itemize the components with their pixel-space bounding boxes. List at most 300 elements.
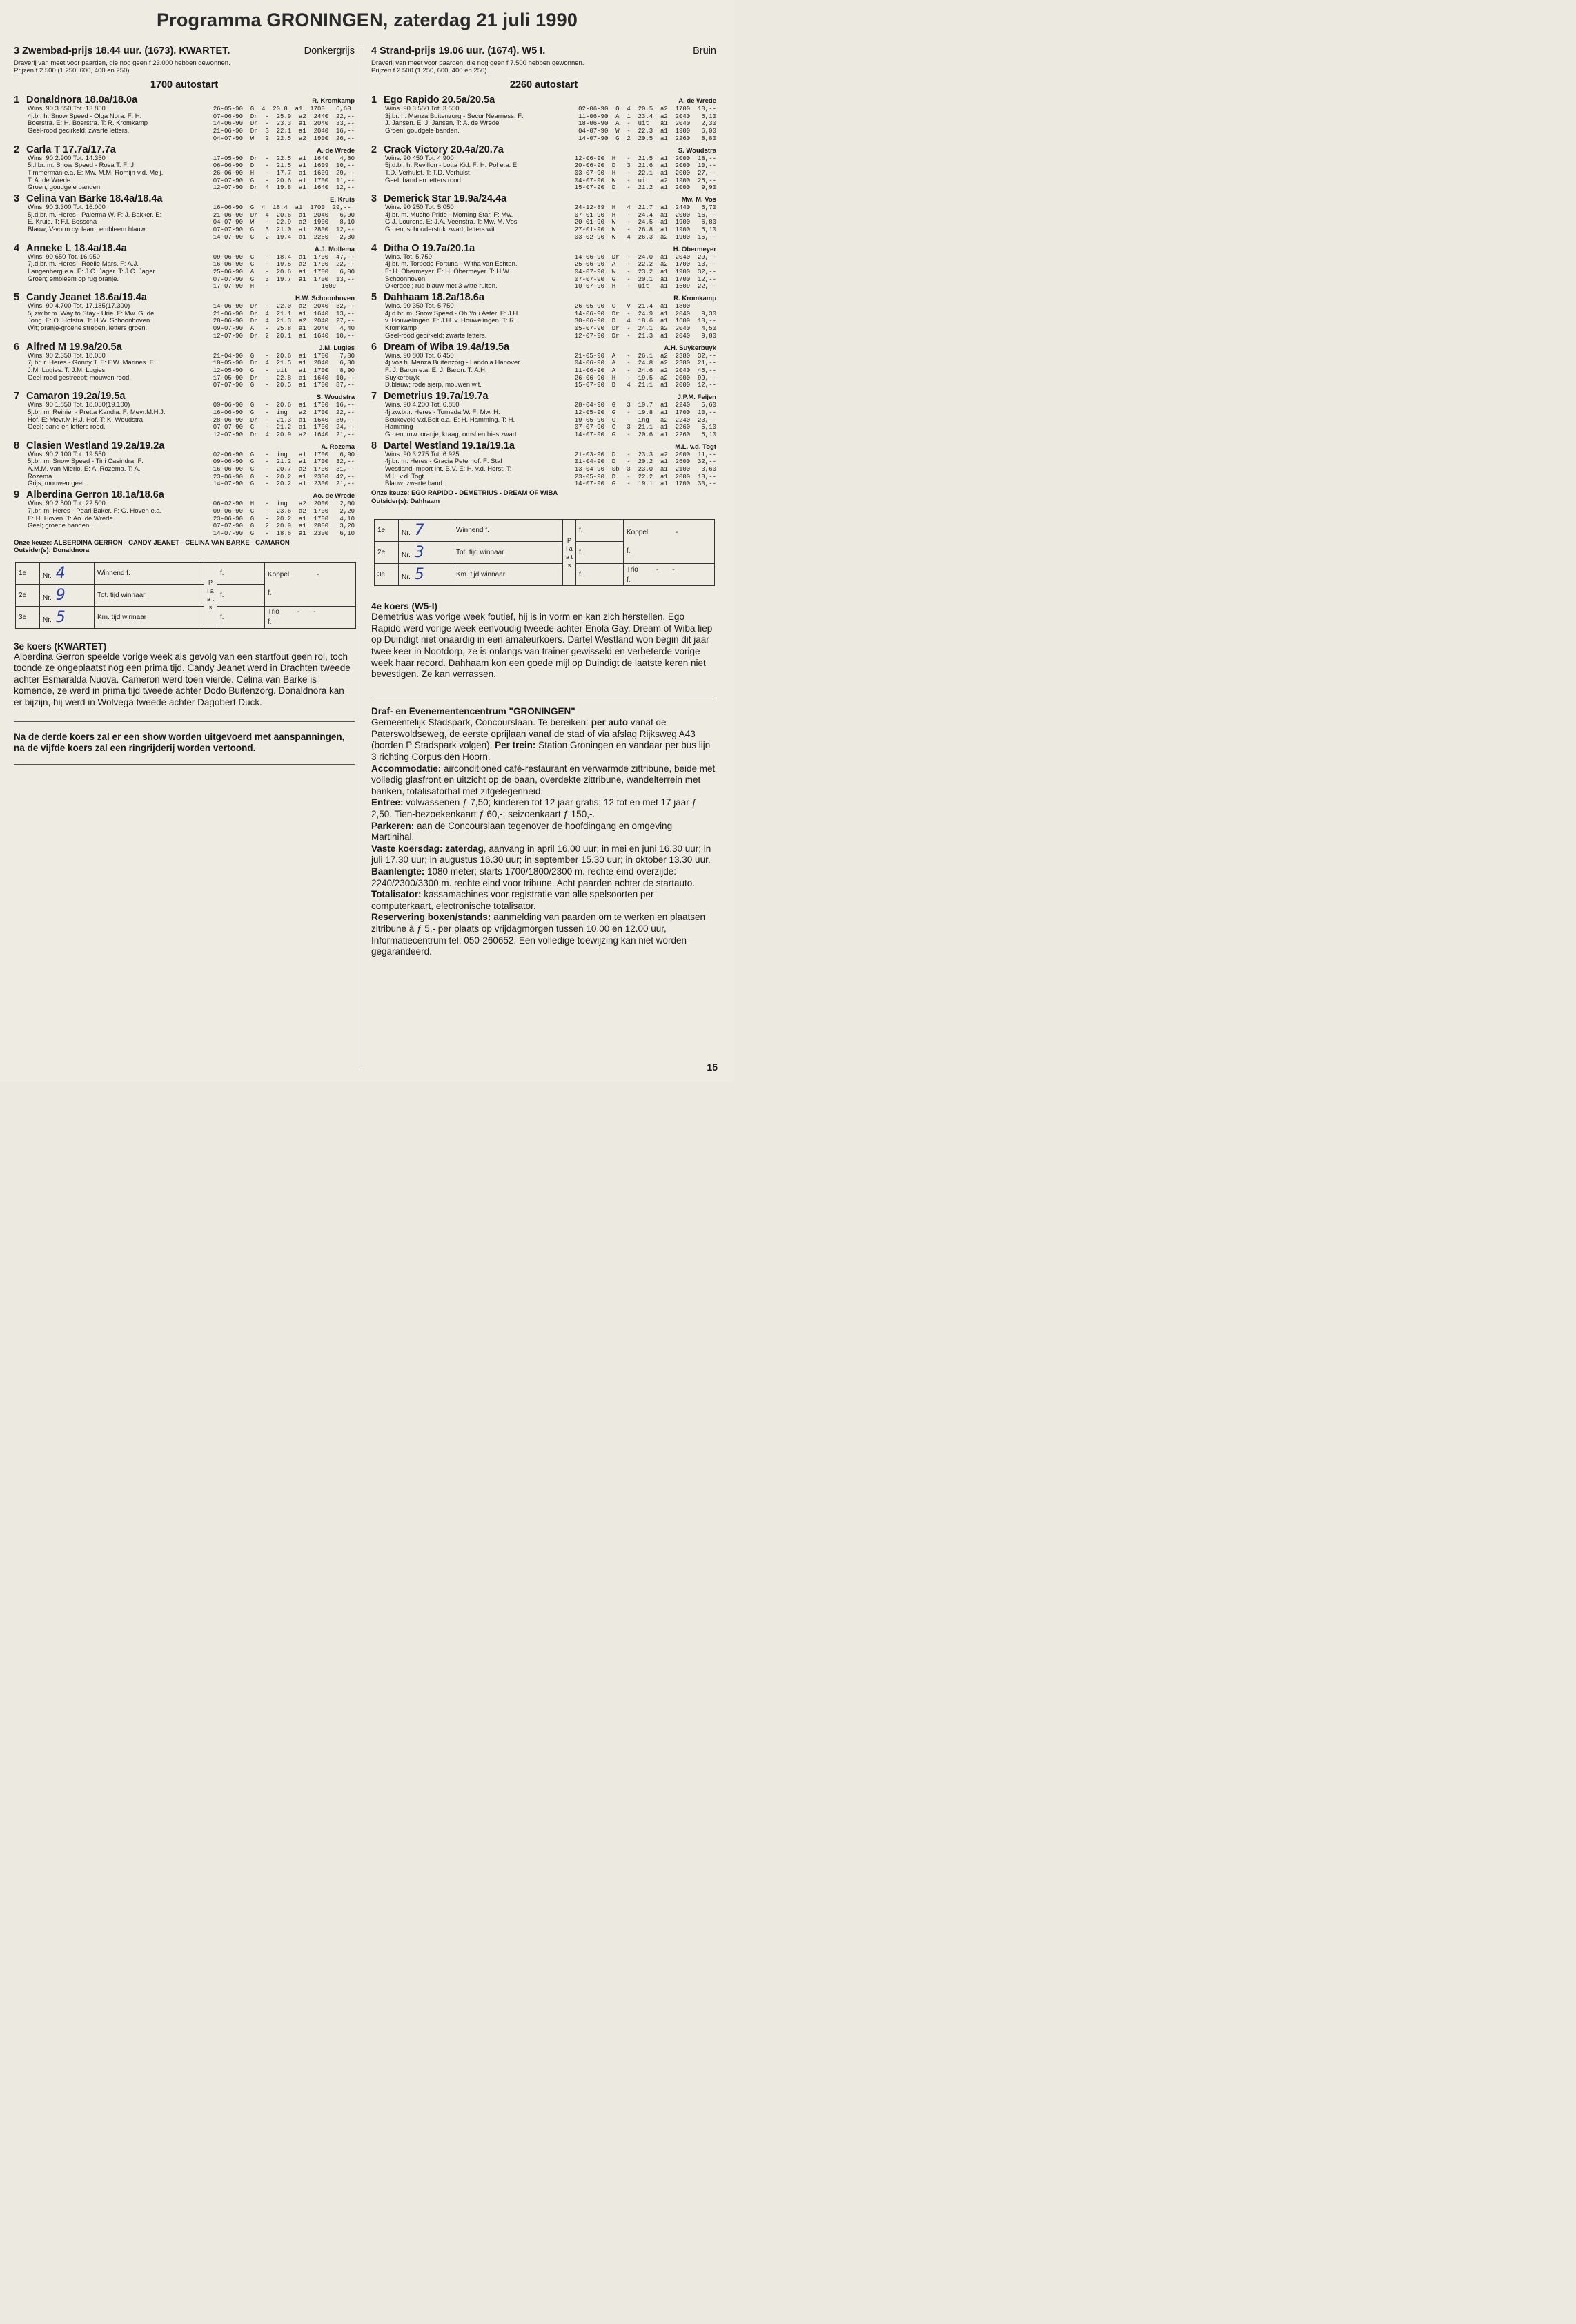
horse-results [575,155,716,193]
handwritten-number: 7 [414,522,424,540]
horse-number: 2 [371,144,377,155]
horse-name-text: Carla T 17.7a/17.7a [26,144,116,155]
horse-name-text: Crack Victory 20.4a/20.7a [384,144,504,155]
horse-entry [14,243,355,291]
horse-result-line: 26-05-90 G V 21.4 a1 1800 [574,303,691,311]
handwritten-number: 9 [55,586,66,604]
horse-number: 3 [14,193,20,205]
horse-result-line: 01-04-90 D - 20.2 a1 2600 32,-- [574,458,716,466]
horse-results [213,155,355,193]
horse-info-line: Geel; groene banden. [28,522,91,530]
horse-info-line: Geel; band en letters rood. [28,423,106,431]
horse-name [371,193,506,204]
horse-result-line: 12-07-90 Dr 4 20.9 a2 1640 21,-- [213,431,355,438]
horse-trainer: M.L. v.d. Togt [675,442,716,451]
horse-name [371,243,475,254]
horse-trainer: R. Kromkamp [312,97,355,105]
race-3-conditions [14,59,355,75]
result-number-cell [399,564,453,586]
horse-trainer: S. Woudstra [316,393,355,402]
horse-result-line: 13-04-90 Sb 3 23.0 a1 2100 3,60 [574,466,716,473]
horse-info-line: 5j.br. m. Reinier - Pretta Kandia. F: Mevr.M.H.J. [28,408,166,416]
horse-info-line: J.M. Lugies. T: J.M. Lugies [28,366,106,374]
race-3-outsider: Outsider(s): Donaldnora [14,547,90,555]
venue-item [371,889,716,912]
horse-info-line: Wins. 90 650 Tot. 16.950 [28,253,100,261]
horse-info-line: 7j.d.br. m. Heres - Roelie Mars. F: A.J. [28,260,139,268]
horse-trainer: R. Kromkamp [673,295,716,303]
koppel-amount: f. [268,589,272,598]
horse-name [371,144,504,155]
horse-number: 5 [14,292,20,304]
horse-result-line: 09-07-90 A - 25.8 a1 2040 4,40 [213,325,355,333]
horse-info-line: Blauw; zwarte band. [385,480,444,488]
horse-result-line: 14-07-90 G 2 19.4 a1 2260 2,30 [213,233,355,241]
venue-lead: Per trein: [495,740,536,751]
horse-info-line: T.D. Verhulst. T: T.D. Verhulst [385,168,470,177]
horse-result-line: 03-02-90 W 4 26.3 a2 1900 15,-- [574,233,716,241]
horse-details [371,402,716,439]
venue-item [371,843,716,866]
race-4-prizes: Prijzen f 2.500 (1.250, 600, 400 en 250). [371,67,489,75]
plaats-amount: f. [217,584,265,606]
horse-result-line: 28-06-90 Dr 4 21.3 a2 2040 27,-- [213,318,355,325]
horse-results [578,106,716,143]
horse-entry [371,144,716,193]
horse-results [213,204,355,242]
venue-title: Draf- en Evenementencentrum "GRONINGEN" [371,705,575,716]
horse-info-line: Wins. Tot. 5.750 [385,253,432,261]
horse-info-line: F: J. Baron e.a. E: J. Baron. T: A.H. [385,366,487,374]
horse-name [14,391,125,402]
plaats-label: P l a a t s [563,520,576,586]
horse-result-line: 09-06-90 G - 21.2 a1 1700 32,-- [213,458,355,466]
result-number-cell [40,606,95,628]
result-position: 2e [375,542,399,564]
horse-number: 3 [371,193,377,205]
venue-item [371,821,716,843]
horse-info [371,303,566,340]
horse-info-line: Jong. E: O. Hofstra. T: H.W. Schoonhoven [28,317,150,325]
result-label: Winnend f. [95,562,204,584]
venue-item-text: , aanvang in april 16.00 uur; in mei en juni 16.30 uur; in juli 17.30 uur; in augustus 16.30 uur; in september 15.30 uur; in oktober 13.30 uur. [371,843,711,866]
horse-name [14,342,122,353]
horse-info [371,106,566,143]
horse-details [14,500,355,538]
handwritten-number: 3 [414,544,424,562]
horse-result-line: 20-01-90 W - 24.5 a1 1900 6,80 [574,219,716,226]
horse-name [14,489,164,500]
horse-info-line: Grijs; mouwen geel. [28,480,86,488]
race-3-comment: Alberdina Gerron speelde vorige week als gevolg van een startfout geen rol, toch toonde ze ongeplaatst nog een prima tijd. Candy Jeanet werd in Drachten tweede achter Esmaralda Nuova. Cameron werd toen vierde. Celina van Barke is komende, ze werd in prima tijd tweede achter Dodo Buitenzorg. Donaldnora kan er bijzijn, hij werd in Wolvega tweede achter Dagobert Duck. [14,651,351,708]
race-4-column [371,46,716,958]
horse-result-line: 18-06-90 A - uit a1 2040 2,30 [578,120,716,128]
race-3-picks [14,539,355,555]
horse-info [14,500,208,538]
horse-name [14,292,147,303]
horse-result-line: 06-02-90 H - ing a2 2000 2,00 [213,500,355,508]
horse-trainer: Ao. de Wrede [313,492,355,500]
race-4-header [371,46,716,57]
page-title: Programma GRONINGEN, zaterdag 21 juli 1990 [156,10,578,30]
horse-result-line: 21-03-90 D - 23.3 a2 2000 11,-- [574,451,716,458]
result-nr-label: Nr. [402,574,411,582]
horse-info-line: Wins. 90 2.100 Tot. 19.550 [28,451,106,458]
horse-trainer: Mw. M. Vos [681,196,716,204]
koppel-amount: f. [627,547,631,555]
horse-result-line: 09-06-90 G - 23.6 a2 1700 2,20 [213,507,355,515]
horse-result-line: 15-07-90 D - 21.2 a1 2000 9,90 [574,184,716,192]
horse-entry [14,440,355,489]
horse-info-line: Wins. 90 2.500 Tot. 22.500 [28,500,106,508]
horse-result-line: 04-07-90 W - 22.9 a2 1900 8,10 [213,219,355,226]
horse-name-text: Demetrius 19.7a/19.7a [384,391,489,402]
horse-result-line: 16-06-90 G - 20.7 a2 1700 31,-- [213,466,355,473]
horse-info-line: Wins. 90 3.275 Tot. 6.925 [385,451,460,458]
handwritten-number: 5 [55,608,66,626]
horse-result-line: 24-12-89 H 4 21.7 a1 2440 6,70 [574,204,716,212]
horse-info [14,451,208,489]
horse-entry [371,391,716,439]
horse-number: 7 [14,391,20,402]
result-nr-label: Nr. [402,551,411,560]
horse-result-line: 17-07-90 H - 1609 [213,283,336,291]
plaats-amount: f. [217,606,265,628]
horse-info-line: 4j.br. m. Mucho Pride - Morning Star. F: Mw. [385,211,513,219]
horse-result-line: 12-05-90 G - uit a1 1700 8,90 [213,367,355,374]
horse-trainer: E. Kruis [330,196,355,204]
horse-name-text: Ego Rapido 20.5a/20.5a [384,95,495,106]
horse-details [371,204,716,242]
race-3-color: Donkergrijs [304,46,355,57]
horse-number: 8 [371,440,377,451]
horse-entry [371,342,716,390]
horse-number: 6 [371,341,377,353]
venue-item [371,797,716,820]
horse-info-line: 4j.br. m. Torpedo Fortuna - Witha van Echten. [385,260,518,268]
race-3-desc-line: Draverij van meet voor paarden, die nog geen f 23.000 hebben gewonnen. [14,59,230,67]
horse-result-line: 11-06-90 A 1 23.4 a2 2040 6,10 [578,113,716,120]
race-4-comment: Demetrius was vorige week foutief, hij is in vorm en kan zich herstellen. Ego Rapido werd vorige week eenvoudig tweede achter Enola Gay. Dream of Wiba liep op Duindigt niet onaardig in een amateurkoers. Dartel Westland won begin dit jaar twee keer in Nootdorp, ze is onlangs van trainer gewisseld en verbeterde vorige week haar record. Dahhaam kon een goede mijl op Duindigt de laatste keren niet bevestigen. Ze kan verrassen. [371,612,713,680]
horse-name [371,292,484,303]
horse-result-line: 20-06-90 D 3 21.6 a1 2000 10,-- [574,162,716,170]
result-position: 2e [16,584,40,606]
horse-info [14,106,208,143]
horse-results [213,451,355,489]
result-nr-label: Nr. [43,594,52,602]
horse-header [14,391,355,402]
horse-info-line: Suykerbuyk [385,373,420,382]
horse-info-line: Geel; band en letters rood. [385,176,463,184]
trio-amount: f. [268,618,272,627]
result-label: Tot. tijd winnaar [453,542,563,564]
venue-item-lead: Parkeren: [371,820,415,831]
horse-info-line: Timmerman e.a. E: Mw. M.M. Romijn-v.d. Meij. [28,168,164,177]
horse-result-line: 23-05-90 D - 22.2 a1 2000 18,-- [574,473,716,480]
horse-result-line: 12-07-90 Dr 2 20.1 a1 1640 10,-- [213,332,355,340]
horse-results [213,106,355,143]
horse-info-line: Wins. 90 350 Tot. 5.750 [385,303,454,311]
horse-info-line: M.L. v.d. Togt [385,472,424,480]
koppel-dash: - [317,571,319,579]
horse-result-line: 12-07-90 Dr - 21.3 a1 2040 9,80 [574,332,716,340]
horse-results [213,254,355,291]
horse-info-line: 4j.br. h. Snow Speed - Olga Nora. F: H. [28,112,142,120]
horse-name-text: Donaldnora 18.0a/18.0a [26,95,138,106]
venue-item-lead: Totalisator: [371,889,422,900]
koppel-dash: - [676,528,678,536]
horse-name-text: Dahhaam 18.2a/18.6a [384,292,484,304]
horse-info-line: Wins. 90 3.300 Tot. 16.000 [28,204,106,212]
result-position: 3e [375,564,399,586]
horse-result-line: 14-07-90 G - 18.6 a1 2300 6,10 [213,529,355,537]
horse-trainer: H. Obermeyer [673,245,716,253]
horse-result-line: 04-07-90 W - uit a2 1900 25,-- [574,177,716,184]
result-nr-label: Nr. [43,572,52,580]
horse-info-line: Wins. 90 2.900 Tot. 14.350 [28,155,106,162]
trio-dash: - [656,565,659,574]
horse-details [371,155,716,193]
result-label: Km. tijd winnaar [453,564,563,586]
horse-info-line: 4j.vos h. Manza Buitenzorg - Landola Hanover. [385,359,522,367]
result-position: 3e [16,606,40,628]
horse-info [14,303,208,340]
horse-info-line: v. Houwelingen. E: J.H. v. Houwelingen. T: R. [385,317,516,325]
horse-info-line: Groen; embleem op rug oranje. [28,275,119,283]
horse-info-line: Wins. 90 1.850 Tot. 18.050(19.100) [28,402,130,409]
horse-info-line: A.M.M. van Mierlo. E: A. Rozema. T: A. [28,465,141,473]
horse-entry [14,391,355,439]
divider [14,721,355,722]
race-3-result-form [15,562,355,629]
horse-result-line: 07-07-90 G - 20.5 a1 1700 87,-- [213,382,355,389]
horse-name-text: Candy Jeanet 18.6a/19.4a [26,292,147,304]
horse-result-line: 06-06-90 D - 21.5 a1 1609 10,-- [213,162,355,170]
horse-result-line: 07-07-90 G 3 19.7 a1 1700 13,-- [213,275,355,283]
horse-name-text: Dream of Wiba 19.4a/19.5a [384,341,510,353]
horse-info-line: Beukeveld v.d.Belt e.a. E: H. Hamming. T: H. [385,416,515,424]
result-number-cell [399,520,453,542]
race-4-color: Bruin [693,46,716,57]
divider [14,764,355,765]
horse-results [575,303,716,340]
horse-info-line: Wins. 90 2.350 Tot. 18.050 [28,352,106,360]
venue-text: Station Groningen en vandaar per bus lijn 3 richting Corpus den Hoorn. [371,740,711,763]
race-4-keuze: Onze keuze: EGO RAPIDO - DEMETRIUS - DREAM OF WIBA [371,489,558,498]
horse-results [575,254,716,291]
horse-result-line: 14-06-90 Dr - 24.9 a1 2040 9,30 [574,310,716,318]
horse-details [14,402,355,439]
horse-result-line: 23-06-90 G - 20.2 a1 2300 42,-- [213,473,355,480]
trio-cell [265,606,356,628]
horse-results [213,500,355,538]
race-4-picks [371,489,716,505]
horse-trainer: J.M. Lugies [319,344,355,352]
result-number-cell [40,562,95,584]
horse-name [371,440,515,451]
plaats-amount: f. [217,562,265,584]
horse-entry [14,292,355,340]
horse-details [14,106,355,143]
venue-item-text: aan de Concourslaan tegenover de hoofdingang en omgeving Martinihal. [371,820,673,843]
koppel-cell [265,562,356,606]
horse-number: 9 [14,489,20,501]
horse-entry [14,95,355,143]
horse-info-line: Kromkamp [385,324,417,333]
trio-row [627,566,711,574]
horse-result-line: 23-06-90 G - 20.2 a1 1700 4,10 [213,515,355,523]
result-row [375,520,715,542]
result-label: Winnend f. [453,520,563,542]
horse-results [575,353,716,390]
horse-result-line: 17-05-90 Dr - 22.5 a1 1640 4,80 [213,155,355,162]
horse-info-line: Groen; goudgele banden. [385,127,460,135]
horse-result-line: 03-07-90 H - 22.1 a1 2000 27,-- [574,169,716,177]
horse-result-line: 04-07-90 W - 22.3 a1 1900 6,00 [578,128,716,135]
horse-name-text: Camaron 19.2a/19.5a [26,391,126,402]
horse-header [371,193,716,204]
race-3-horse-list [14,95,355,538]
horse-info-line: Geel-rood gecirkeld; zwarte letters. [385,331,487,340]
horse-info-line: Hamming [385,423,413,431]
horse-result-line: 04-07-90 W 2 22.5 a2 1900 26,-- [213,135,355,142]
horse-info-line: 5j.d.br. m. Heres - Palerma W. F: J. Bakker. E: [28,211,162,219]
horse-header [14,292,355,303]
horse-result-line: 17-05-90 Dr - 22.8 a1 1640 10,-- [213,374,355,382]
venue-item-lead: Vaste koersdag: zaterdag [371,843,484,854]
horse-result-line: 21-06-90 Dr 4 20.6 a1 2040 6,90 [213,211,355,219]
horse-entry [371,243,716,291]
horse-trainer: H.W. Schoonhoven [295,295,355,303]
horse-number: 7 [371,391,377,402]
horse-header [371,292,716,303]
horse-info [371,155,566,193]
koppel-cell [624,520,715,564]
horse-result-line: 16-06-90 G - 19.5 a2 1700 22,-- [213,261,355,268]
horse-name [14,95,137,106]
horse-number: 1 [371,95,377,106]
trio-label: Trio [627,565,638,574]
horse-name [371,391,489,402]
horse-result-line: 07-07-90 G - 20.1 a1 1700 12,-- [574,275,716,283]
horse-result-line: 14-07-90 G - 20.2 a1 2300 21,-- [213,480,355,488]
horse-info-line: 3j.br. h. Manza Buitenzorg - Secur Nearness. F: [385,112,524,120]
horse-result-line: 15-07-90 D 4 21.1 a1 2000 12,-- [574,382,716,389]
horse-name-text: Dartel Westland 19.1a/19.1a [384,440,515,451]
horse-info-line: Geel-rood gecirkeld; zwarte letters. [28,127,130,135]
horse-info-line: F: H. Obermeyer. E: H. Obermeyer. T: H.W. [385,267,511,275]
horse-result-line: 07-07-90 G - 21.2 a1 1700 24,-- [213,424,355,431]
horse-result-line: 21-06-90 Dr S 22.1 a1 2040 16,-- [213,128,355,135]
trio-amount: f. [627,576,631,584]
horse-info-line: G.J. Lourens. E: J.A. Veenstra. T: Mw. M. Vos [385,218,518,226]
horse-name [371,95,495,106]
race-3-distance: 1700 autostart [150,79,219,90]
horse-info-line: 5j.br. m. Snow Speed - Tini Casindra. F: [28,458,144,466]
horse-header [371,391,716,402]
program-page [0,0,734,1082]
trio-dash: - [313,608,316,616]
horse-trainer: A. de Wrede [678,97,716,105]
koppel-row [627,529,711,536]
horse-result-line: 26-05-90 G 4 20.8 a1 1700 6,60 [213,106,351,113]
horse-name [14,440,164,451]
horse-name-text: Celina van Barke 18.4a/18.4a [26,193,163,205]
horse-header [14,489,355,500]
horse-result-line: 05-07-90 Dr - 24.1 a2 2040 4,50 [574,325,716,333]
horse-results [575,204,716,242]
horse-info-line: Blauw; V-vorm cyclaam, embleem blauw. [28,226,147,234]
race-4-horse-list [371,95,716,488]
horse-header [14,193,355,204]
horse-entry [14,193,355,242]
horse-number: 2 [14,144,20,155]
horse-info-line: Wins. 90 3.850 Tot. 13.850 [28,106,106,113]
horse-info-line: Wins. 90 4.200 Tot. 6.850 [385,402,460,409]
venue-lead: per auto [591,717,628,728]
venue-text: vanaf de Paterswoldseweg, de eerste oprijlaan vanaf de stad of via afslag Rijksweg A43 (borden P Stadspark volgen). [371,717,696,751]
horse-details [14,204,355,242]
venue-item-lead: Accommodatie: [371,763,442,774]
race-3-comment-title: 3e koers (KWARTET) [14,641,107,652]
venue-text: Gemeentelijk Stadspark, Concourslaan. Te bereiken: [371,717,591,728]
horse-name-text: Ditha O 19.7a/20.1a [384,242,475,254]
horse-number: 4 [371,242,377,254]
result-position: 1e [375,520,399,542]
horse-info-line: Wins. 90 4.700 Tot. 17.185(17.300) [28,303,130,311]
horse-result-line: 04-07-90 W - 23.2 a1 1900 32,-- [574,268,716,275]
horse-details [14,155,355,193]
horse-result-line: 09-06-90 G - 20.6 a1 1700 16,-- [213,402,355,409]
venue-item-text: 1080 meter; starts 1700/1800/2300 m. rechte eind overzijde: 2240/2300/3300 m. rechte eind voor tribune. Acht paarden achter de startauto. [371,866,696,888]
horse-result-line: 07-06-90 Dr - 25.9 a2 2440 22,-- [213,113,355,120]
venue-item-lead: Baanlengte: [371,866,425,877]
venue-info [371,717,716,957]
koppel-row [268,571,353,578]
horse-result-line: 28-04-90 G 3 19.7 a1 2240 5,60 [574,402,716,409]
horse-info [14,402,208,439]
horse-info-line: 5j.l.br. m. Snow Speed - Rosa T. F: J. [28,162,136,170]
horse-details [371,451,716,489]
horse-result-line: 09-06-90 G - 18.4 a1 1700 47,-- [213,253,355,261]
horse-info-line: Okergeel; rug blauw met 3 witte ruiten. [385,282,498,291]
horse-trainer: J.P.M. Feijen [677,393,716,402]
venue-item [371,763,716,798]
race-3-keuze: Onze keuze: ALBERDINA GERRON - CANDY JEANET - CELINA VAN BARKE - CAMARON [14,538,290,547]
trio-label: Trio [268,608,279,616]
handwritten-number: 5 [414,566,424,584]
horse-result-line: 04-06-90 A - 24.8 a2 2380 21,-- [574,360,716,367]
horse-details [371,353,716,390]
horse-header [371,243,716,254]
race-4-comment-title: 4e koers (W5-I) [371,601,438,612]
horse-header [371,144,716,155]
horse-info [14,254,208,291]
result-row [16,606,356,628]
venue-item-text: airconditioned café-restaurant en verwarmde zittribune, beide met volledig glasfront en uitzicht op de baan, overdekte zittribune, wandelterrein met banken, totalisatorhal met zitgelegenheid. [371,763,716,797]
plaats-amount: f. [576,542,624,564]
horse-result-line: 25-06-90 A - 22.2 a2 1700 13,-- [574,261,716,268]
horse-info [14,353,208,390]
horse-result-line: 12-06-90 H - 21.5 a1 2000 18,-- [574,155,716,162]
race-4-conditions [371,59,716,75]
horse-result-line: 14-07-90 G - 20.6 a1 2260 5,10 [574,431,716,438]
horse-result-line: 16-06-90 G 4 18.4 a1 1700 29,-- [213,204,351,212]
horse-result-line: 30-06-90 D 4 18.6 a1 1609 10,-- [574,318,716,325]
result-row [16,562,356,584]
horse-info-line: Boerstra. E: H. Boerstra. T: R. Kromkamp [28,119,148,128]
race-4-distance: 2260 autostart [509,79,578,90]
